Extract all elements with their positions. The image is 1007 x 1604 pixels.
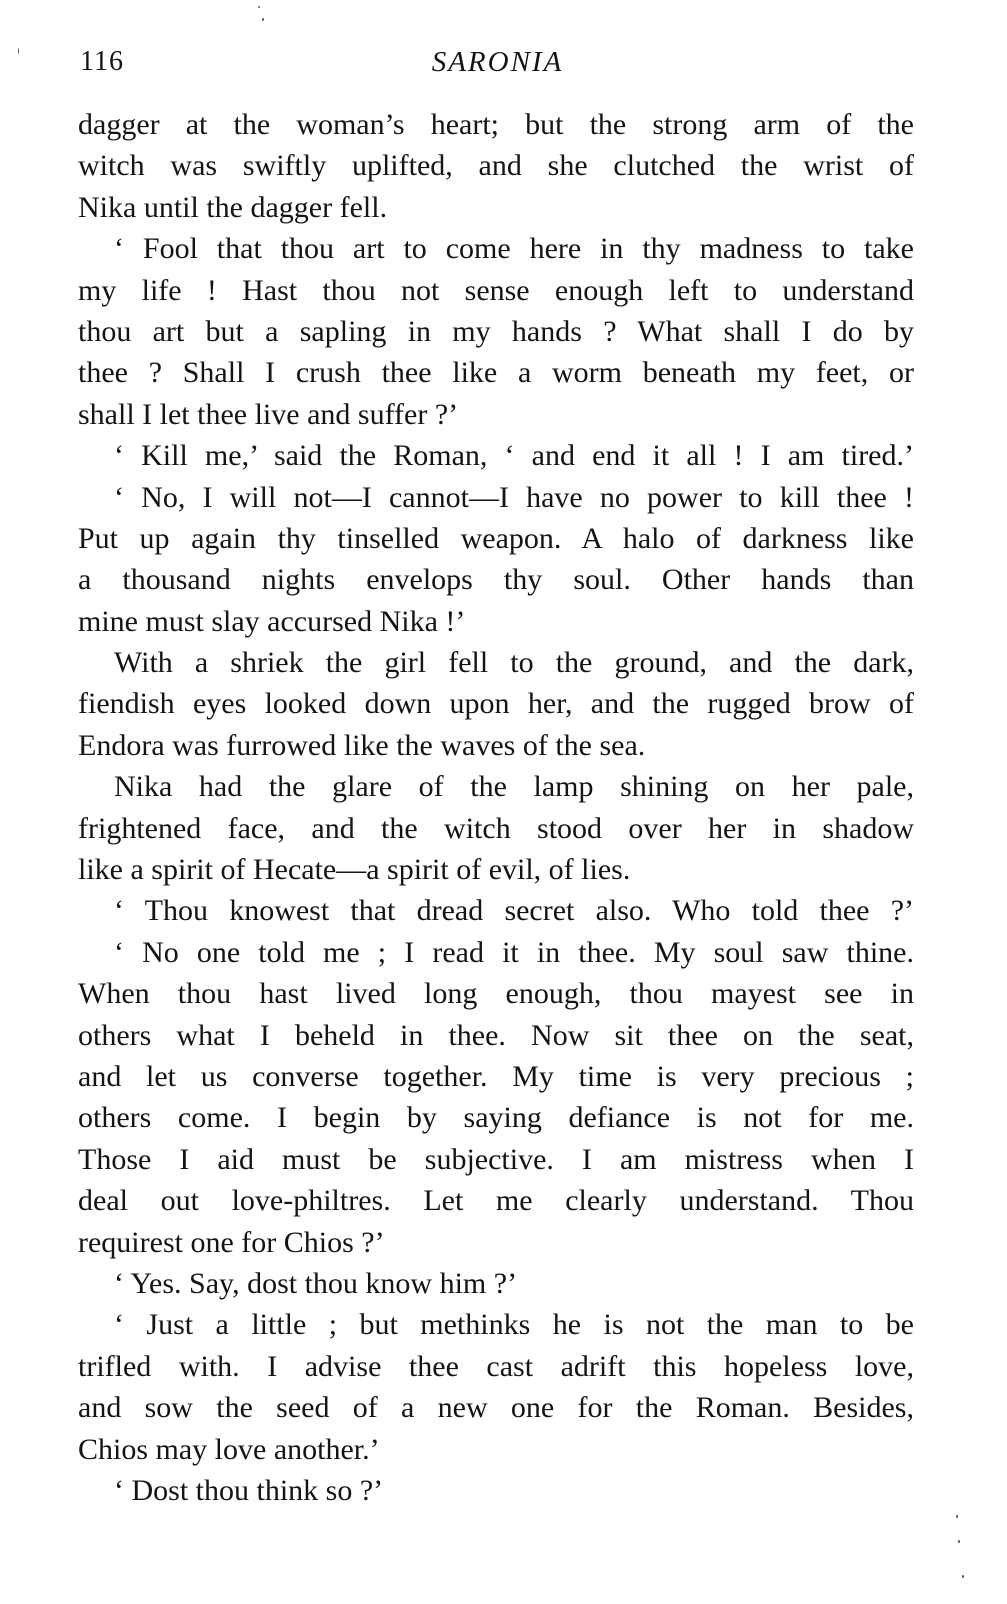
text-line: fiendish eyes looked down upon her, and the rugged brow of [78,687,914,721]
text-line: ‘ Fool that thou art to come here in thy madness to take [114,232,914,266]
text-line: Endora was furrowed like the waves of the sea. [78,728,646,762]
text-line: ‘ Thou knowest that dread secret also. Who told thee ?’ [114,894,914,928]
text-line: ‘ Yes. Say, dost thou know him ?’ [114,1266,518,1300]
scan-speck [962,1575,964,1578]
text-line: frightened face, and the witch stood over her in shadow [78,811,914,845]
scan-speck [18,48,19,54]
running-head [80,46,915,86]
text-line: my life ! Hast thou not sense enough left to understand [78,273,914,307]
text-line: thou art but a sapling in my hands ? What shall I do by [78,314,914,348]
text-line: ‘ Kill me,’ said the Roman, ‘ and end it all ! I am tired.’ [114,439,914,473]
text-line: and sow the seed of a new one for the Roman. Besides, [78,1391,914,1425]
text-line: Put up again thy tinselled weapon. A halo of darkness like [78,521,914,555]
text-line: Nika until the dagger fell. [78,190,388,224]
text-line: thee ? Shall I crush thee like a worm beneath my feet, or [78,356,914,390]
text-line: mine must slay accursed Nika !’ [78,604,466,638]
text-line: shall I let thee live and suffer ?’ [78,397,459,431]
text-line: With a shriek the girl fell to the ground, and the dark, [114,646,914,680]
running-title: SARONIA [431,46,564,78]
text-line: Those I aid must be subjective. I am mistress when I [78,1142,914,1176]
text-line: others what I beheld in thee. Now sit thee on the seat, [78,1018,914,1052]
text-line: Chios may love another.’ [78,1432,380,1466]
text-line: a thousand nights envelops thy soul. Other hands than [78,563,914,597]
text-line: ‘ Dost thou think so ?’ [114,1473,384,1507]
text-line: like a spirit of Hecate—a spirit of evil, of lies. [78,853,631,887]
text-line: others come. I begin by saying defiance is not for me. [78,1101,914,1135]
text-line: dagger at the woman’s heart; but the strong arm of the [78,108,914,141]
text-line: requirest one for Chios ?’ [78,1225,385,1259]
scan-speck [958,1540,960,1543]
text-line: witch was swiftly uplifted, and she clutched the wrist of [78,149,914,183]
text-line: ‘ No, I will not—I cannot—I have no power to kill thee ! [114,480,914,514]
text-line: ‘ Just a little ; but methinks he is not the man to be [114,1308,914,1342]
text-line: When thou hast lived long enough, thou mayest see in [78,977,914,1011]
scan-speck [262,18,264,21]
body-text [78,104,914,1511]
text-line: Nika had the glare of the lamp shining on her pale, [114,770,914,804]
page-number: 116 [80,46,124,77]
text-line: ‘ No one told me ; I read it in thee. My soul saw thine. [114,935,914,969]
text-line: trifled with. I advise thee cast adrift this hopeless love, [78,1349,914,1383]
text-line: deal out love-philtres. Let me clearly understand. Thou [78,1184,914,1218]
scan-speck [956,1515,958,1518]
scan-speck [258,6,260,8]
text-line: and let us converse together. My time is very precious ; [78,1059,914,1093]
